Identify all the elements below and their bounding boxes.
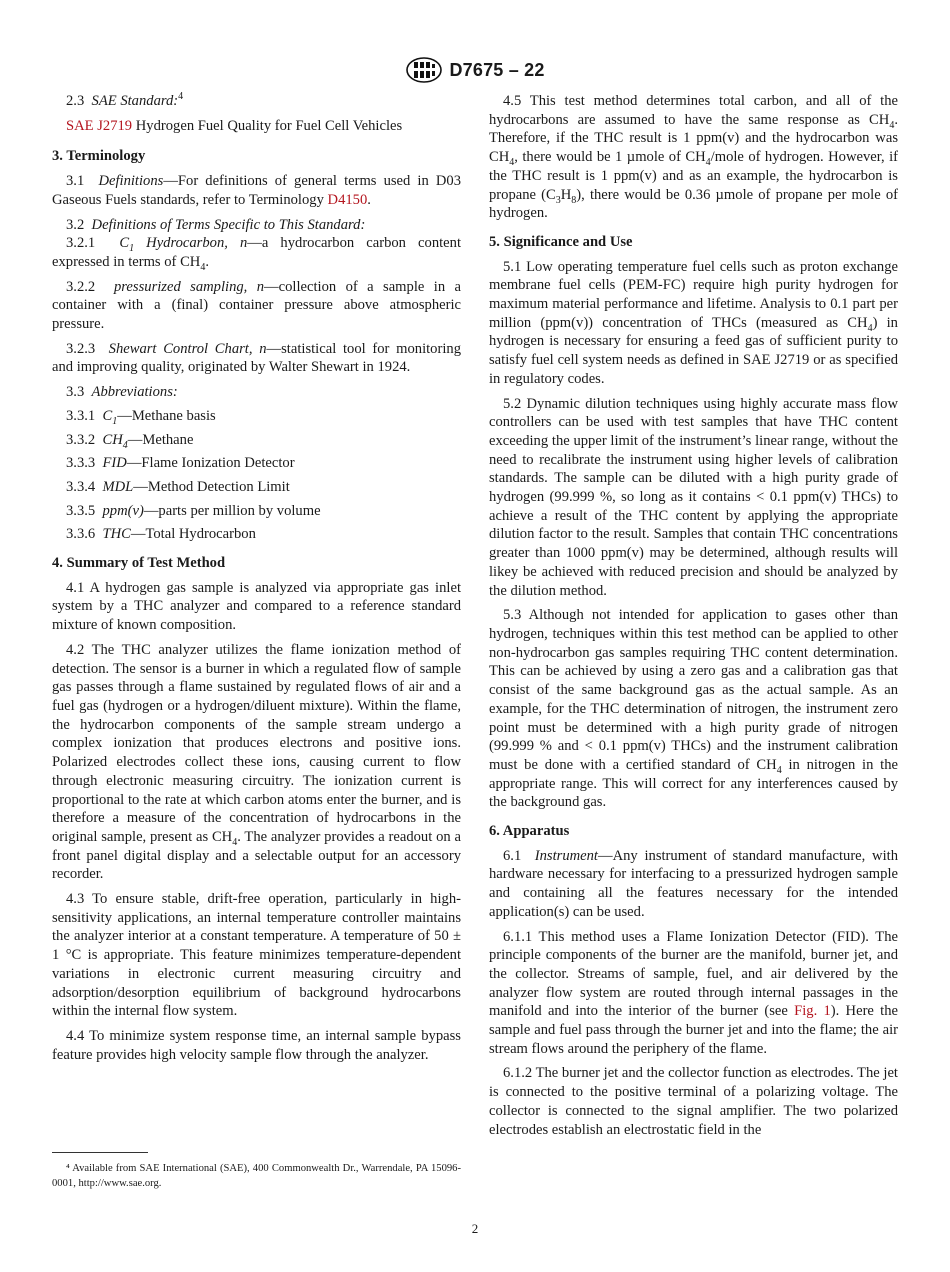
section-4-2: 4.2 The THC analyzer utilizes the flame ionization method of detection. The sensor is a burner in which a regulated flow of sample gas passes through a flame sustained by regulated flows of air and a fuel gas (hydrogen or a hydrogen/diluent mixture). Within the flame, the hydrocarbon components of the sample stream undergo a complex ionization that produces electrons and positive ions. Polarized electrodes collect these ions, causing current to flow through electronic measuring circuitry. The ionization current is proportional to the rate at which carbon atoms enter the burner, and is therefore a measure of the concentration of hydrocarbons in the original sample, present as $CH_4$. The analyzer provides a readout on a front panel digital display and a selectable output for an accessory recorder. [52, 641, 461, 883]
abbr-item: 3.3.4 MDL—Method Detection Limit [66, 478, 290, 495]
section-5-2: 5.2 Dynamic dilution techniques using highly accurate mass flow controllers can be used with test samples that have THC content exceeding the upper limit of the instrument’s linear range, without the need to recalibrate the instrument using higher levels of calibration standards. The sample can be diluted with a high purity grade of hydrogen (99.999 %, so long as it contains < 0.1 ppm(v) THCs) to achieve a result of the THC content by applying the appropriate dilution factor to the result. Samples that contain THC concentrations greater than 1000 ppm(v) may be determined, although results will likey be achieved with reduced precision and should be analyzed by the dilution method. [489, 395, 898, 599]
section-3-3: 3.3 Abbreviations: [66, 384, 178, 401]
left-column [52, 92, 461, 1070]
section-3-2-2: 3.2.2 pressurized sampling, n—collection of a sample in a container with a (final) container pressure above atmospheric pressure. [52, 278, 461, 333]
section-6-heading: 6. Apparatus [489, 823, 570, 840]
astm-logo-icon [405, 57, 443, 83]
section-5-1: 5.1 Low operating temperature fuel cells such as proton exchange membrane fuel cells (PEM-FC) require high purity hydrogen for maximum material performance and lifetime. Analysis to 0.1 part per million (ppm(v)) concentration of THCs (measured as $CH_4$) in hydrogen is necessary for ensuring a feed gas of sufficient purity to satisfy fuel cell system needs as defined in SAE J2719 or as specified in regulatory codes. [489, 258, 898, 387]
section-5-3: 5.3 Although not intended for application to gases other than hydrogen, techniques within this test method can be applied to other non-hydrocarbon gas samples requiring THC content determination. This can be achieved by using a zero gas and a calibration gas that consist of the same background gas as the actual sample. As an example, for the THC determination of nitrogen, the instrument zero point must be determined with a high purity grade of nitrogen (99.999 % and < 0.1 ppm(v) THCs) and the instrument calibration must be done with a certified standard of $CH_4$ in nitrogen in the appropriate range. This will correct for any interferences caused by the background gas. [489, 607, 898, 811]
fig-1-link[interactable]: Fig. 1 [794, 1003, 831, 1020]
abbr-item: 3.3.5 ppm(v)—parts per million by volume [66, 502, 321, 519]
section-6-1-1: 6.1.1 This method uses a Flame Ionization Detector (FID). The principle components of the burner are the manifold, burner jet, and the collector. Streams of sample, fuel, and air delivered by the analyzer flow system are routed through internal passages in the manifold and into the interior of the burner (see Fig. 1). Here the sample and fuel pass through the burner jet and into the flame; the air stream flows around the periphery of the flame. [489, 928, 898, 1057]
abbr-item: 3.3.3 FID—Flame Ionization Detector [66, 455, 295, 472]
footnote-rule [52, 1152, 148, 1153]
section-3-heading: 3. Terminology [52, 148, 146, 165]
sae-j2719-link[interactable]: SAE J2719 [66, 117, 133, 134]
section-3-2: 3.2 Definitions of Terms Specific to This Standard: [66, 216, 366, 233]
section-4-heading: 4. Summary of Test Method [52, 555, 226, 572]
section-3-1: 3.1 Definitions—For definitions of general terms used in D03 Gaseous Fuels standards, refer to Terminology D4150. [52, 173, 461, 208]
section-6-1-2: 6.1.2 The burner jet and the collector function as electrodes. The jet is connected to the positive terminal of a polarizing voltage. The collector is connected to the signal amplifier. The two polarized electrodes establish an electrostatic field in the [489, 1065, 898, 1138]
section-4-1: 4.1 A hydrogen gas sample is analyzed via appropriate gas inlet system by a THC analyzer and compared to a reference standard mixture of known composition. [52, 579, 461, 634]
sae-reference [52, 117, 461, 136]
section-4-4: 4.4 To minimize system response time, an internal sample bypass feature provides high velocity sample flow through the analyzer. [52, 1027, 461, 1063]
page-header [0, 56, 950, 84]
abbr-item: 3.3.1 $C_1—Methane$ basis [66, 407, 216, 427]
standard-designation: D7675 – 22 [449, 59, 545, 80]
page-number: 2 [471, 1221, 479, 1236]
section-3-2-1: 3.2.1 $C_1$ Hydrocarbon, n—a hydrocarbon carbon content expressed in terms of $CH_4$. [52, 235, 461, 273]
section-5-heading: 5. Significance and Use [489, 233, 633, 250]
section-2-3: 2.3 SAE Standard:$^4$ [66, 91, 184, 109]
section-3-2-3: 3.2.3 Shewart Control Chart, n—statistical tool for monitoring and improving quality, originated by Walter Shewart in 1924. [52, 340, 461, 376]
footnote: ⁴ Available from SAE International (SAE), 400 Commonwealth Dr., Warrendale, PA 15096-0001, http://www.sae.org. [52, 1163, 461, 1189]
abbr-item: 3.3.6 THC—Total Hydrocarbon [66, 526, 256, 543]
d4150-link[interactable]: D4150 [327, 191, 368, 208]
section-4-5: 4.5 This test method determines total carbon, and all of the hydrocarbons are assumed to have the same response as $CH_4$. Therefore, if the THC result is 1 ppm(v) and the hydrocarbon was $CH_4$, there would be 1 µmole of $CH_4$/mole of hydrogen. However, if the THC result is 1 ppm(v) and as an example, the hydrocarbon is propane $(C_3H_8)$, there would be 0.36 µmole of propane per mole of hydrogen. [489, 93, 899, 222]
section-4-3: 4.3 To ensure stable, drift-free operation, particularly in high-sensitivity applications, an internal temperature controller maintains the analyzer interior at a constant temperature. A temperature of 50 ± 1 °C is appropriate. This feature minimizes temperature-dependent variations in electronic current measuring circuitry and adsorption/desorption equilibrium of background hydrocarbons within the internal flow system. [52, 891, 461, 1020]
sae-title: Hydrogen Fuel Quality for Fuel Cell Vehicles [135, 117, 403, 134]
right-column [489, 92, 898, 1145]
section-6-1: 6.1 Instrument—Any instrument of standard manufacture, with hardware necessary for interfacing to a pressurized hydrogen sample and containing all the features necessary for the intended application(s) can be used. [489, 847, 898, 920]
abbr-item: 3.3.2 $CH_4—Methane$ [66, 431, 194, 451]
